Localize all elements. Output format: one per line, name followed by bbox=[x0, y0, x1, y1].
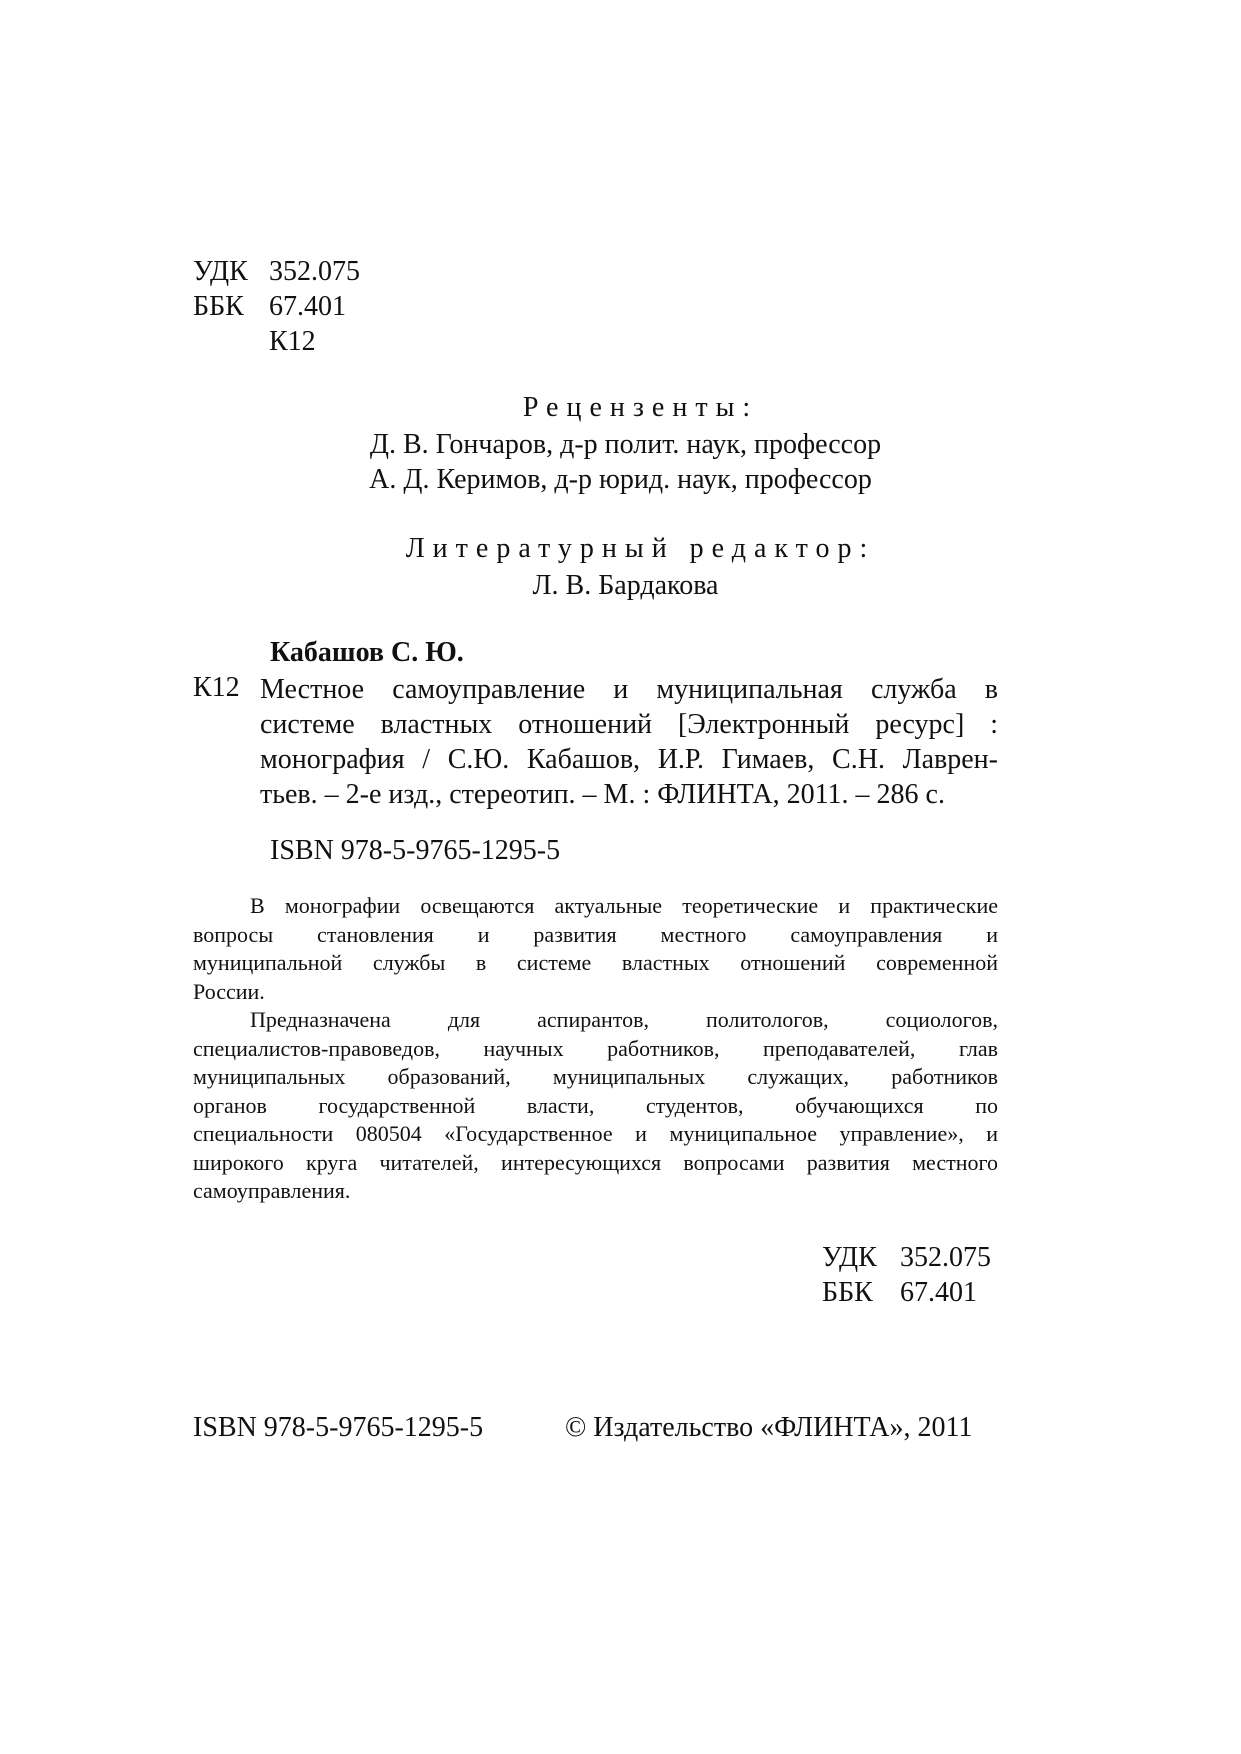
annotation-line: вопросы становления и развития местного самоуправления и bbox=[193, 921, 998, 947]
annotation-line: специальности 080504 «Государственное и муниципальное управление», и bbox=[193, 1121, 998, 1146]
udk-label: УДК bbox=[193, 256, 248, 287]
annotation-line: муниципальных образований, муниципальных служащих, работников bbox=[193, 1064, 998, 1089]
annotation-line: широкого круга читателей, интересующихся вопросами развития местного bbox=[193, 1149, 998, 1175]
udk-row bbox=[193, 254, 409, 289]
bbk-label: ББК bbox=[822, 1277, 873, 1308]
udk-value: 352.075 bbox=[269, 256, 360, 287]
bib-author: Кабашов С. Ю. bbox=[270, 637, 464, 668]
annotation bbox=[193, 892, 998, 1206]
editor-heading: Литературный редактор: bbox=[405, 533, 876, 564]
bib-line: монография / С.Ю. Кабашов, И.Р. Гимаев, С.Н. Лаврен- bbox=[260, 744, 998, 775]
annotation-line: В монографии освещаются актуальные теоретические и практические bbox=[250, 893, 998, 918]
author-mark: К12 bbox=[269, 326, 316, 357]
annotation-line: самоуправления. bbox=[193, 1178, 351, 1203]
copyright-notice: © Издательство «ФЛИНТА», 2011 bbox=[565, 1412, 973, 1443]
bib-line: системе властных отношений [Электронный ресурс] : bbox=[260, 709, 998, 740]
udk-label: УДК bbox=[822, 1242, 877, 1273]
annotation-line: специалистов-правоведов, научных работников, преподавателей, глав bbox=[193, 1035, 998, 1061]
annotation-line: органов государственной власти, студентов, обучающихся по bbox=[193, 1092, 998, 1118]
bib-line: тьев. – 2-е изд., стереотип. – М. : ФЛИНТА, 2011. – 286 с. bbox=[260, 779, 945, 810]
annotation-line: муниципальной службы в системе властных отношений современной bbox=[193, 950, 998, 975]
bib-line: Местное самоуправление и муниципальная служба в bbox=[260, 674, 998, 705]
classification-top bbox=[193, 254, 409, 359]
bib-description bbox=[260, 672, 998, 812]
annotation-line: России. bbox=[193, 978, 265, 1004]
bbk-value: 67.401 bbox=[900, 1277, 977, 1308]
annotation-line: Предназначена для аспирантов, политологов, социологов, bbox=[250, 1007, 998, 1032]
udk-row bbox=[822, 1240, 991, 1275]
author-mark-row bbox=[193, 324, 409, 359]
isbn-footer: ISBN 978-5-9765-1295-5 bbox=[193, 1412, 484, 1443]
bib-code: К12 bbox=[193, 672, 240, 703]
isbn-main: ISBN 978-5-9765-1295-5 bbox=[270, 835, 561, 866]
bbk-label: ББК bbox=[193, 291, 244, 322]
bbk-value: 67.401 bbox=[269, 291, 346, 322]
editor-name: Л. В. Бардакова bbox=[532, 570, 719, 601]
reviewers-heading: Рецензенты: bbox=[522, 392, 759, 423]
udk-value: 352.075 bbox=[900, 1242, 991, 1273]
bbk-row bbox=[193, 289, 409, 324]
reviewer-item: А. Д. Керимов, д-р юрид. наук, профессор bbox=[369, 464, 872, 495]
reviewer-item: Д. В. Гончаров, д-р полит. наук, профессор bbox=[369, 429, 882, 460]
classification-bottom bbox=[822, 1240, 991, 1310]
bbk-row bbox=[822, 1275, 991, 1310]
